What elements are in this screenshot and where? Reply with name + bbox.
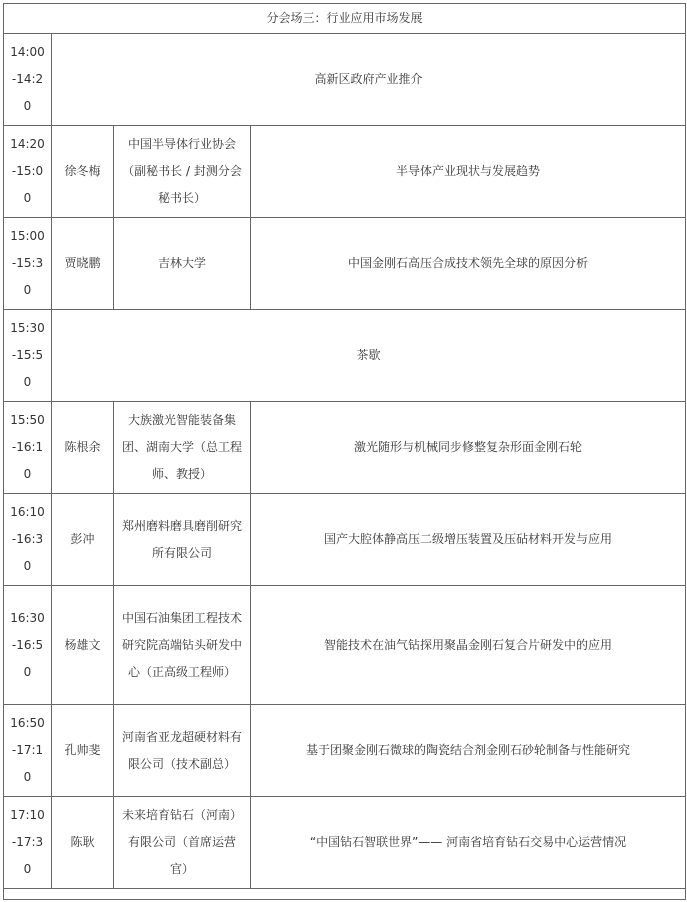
table-row [4, 218, 686, 310]
time-slot: 16:30-16:50 [4, 586, 52, 705]
speaker-organization: 中国石油集团工程技术研究院高端钻头研发中心（正高级工程师） [114, 586, 251, 705]
speaker-name: 陈耿 [52, 797, 114, 889]
talk-topic: 基于团聚金刚石微球的陶瓷结合剂金刚石砂轮制备与性能研究 [251, 705, 686, 797]
table-row [4, 797, 686, 889]
session-title-row [4, 4, 686, 34]
time-slot: 14:00-14:20 [4, 34, 52, 126]
talk-topic: 半导体产业现状与发展趋势 [251, 126, 686, 218]
table-row [4, 34, 686, 126]
time-slot: 16:50-17:10 [4, 705, 52, 797]
speaker-name: 孔帅斐 [52, 705, 114, 797]
speaker-organization: 中国半导体行业协会（副秘书长 / 封测分会秘书长） [114, 126, 251, 218]
talk-topic: 激光随形与机械同步修整复杂形面金刚石轮 [251, 402, 686, 494]
table-row [4, 402, 686, 494]
speaker-organization: 未来培育钻石（河南）有限公司（首席运营官） [114, 797, 251, 889]
table-row [4, 586, 686, 705]
table-row [4, 494, 686, 586]
schedule-table [3, 3, 686, 900]
speaker-organization: 大族激光智能装备集团、湖南大学（总工程师、教授） [114, 402, 251, 494]
speaker-name: 彭冲 [52, 494, 114, 586]
speaker-name: 徐冬梅 [52, 126, 114, 218]
table-row-empty [4, 889, 686, 900]
time-slot: 15:50-16:10 [4, 402, 52, 494]
speaker-name: 贾晓鹏 [52, 218, 114, 310]
speaker-name: 陈根余 [52, 402, 114, 494]
time-slot: 15:00-15:30 [4, 218, 52, 310]
table-row [4, 705, 686, 797]
session-title: 分会场三：行业应用市场发展 [4, 4, 686, 34]
table-row [4, 126, 686, 218]
agenda-topic: 茶歇 [52, 310, 686, 402]
agenda-topic: 高新区政府产业推介 [52, 34, 686, 126]
speaker-name: 杨雄文 [52, 586, 114, 705]
time-slot: 16:10-16:30 [4, 494, 52, 586]
speaker-organization: 郑州磨料磨具磨削研究所有限公司 [114, 494, 251, 586]
time-slot: 14:20-15:00 [4, 126, 52, 218]
time-slot: 15:30-15:50 [4, 310, 52, 402]
empty-cell [4, 889, 686, 900]
speaker-organization: 吉林大学 [114, 218, 251, 310]
table-row [4, 310, 686, 402]
time-slot: 17:10-17:30 [4, 797, 52, 889]
talk-topic: “中国钻石智联世界”—— 河南省培育钻石交易中心运营情况 [251, 797, 686, 889]
talk-topic: 国产大腔体静高压二级增压装置及压砧材料开发与应用 [251, 494, 686, 586]
talk-topic: 智能技术在油气钻探用聚晶金刚石复合片研发中的应用 [251, 586, 686, 705]
speaker-organization: 河南省亚龙超硬材料有限公司（技术副总） [114, 705, 251, 797]
talk-topic: 中国金刚石高压合成技术领先全球的原因分析 [251, 218, 686, 310]
